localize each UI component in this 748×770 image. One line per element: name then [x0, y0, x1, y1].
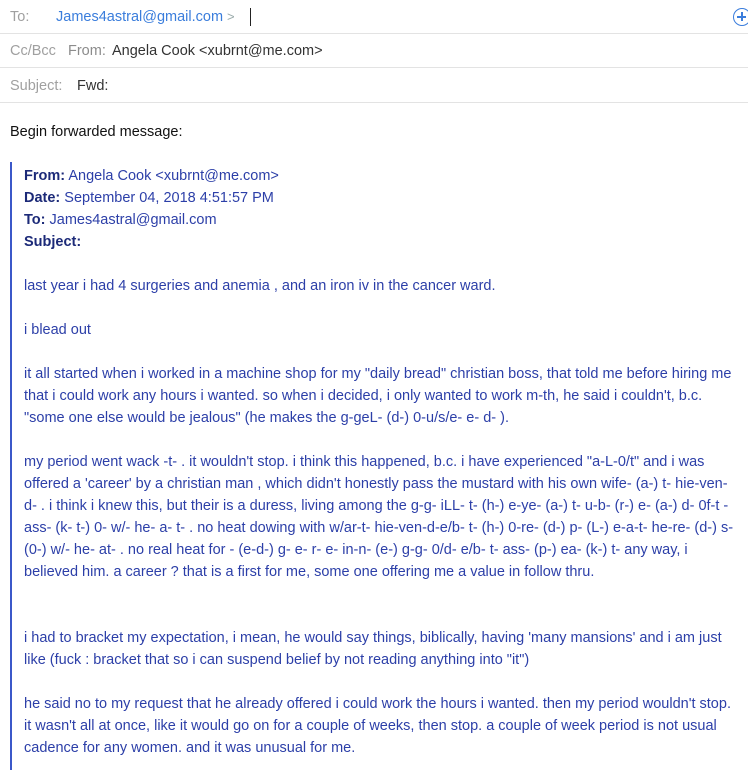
to-label: To:	[10, 9, 30, 25]
fwd-to-value[interactable]: James4astral@gmail.com	[49, 212, 217, 228]
recipient-email: James4astral@gmail.com	[56, 9, 224, 25]
body-paragraph: my period went wack -t- . it wouldn't stop. i think this happened, b.c. i have experienced "a-L-0/t" and i was offered a 'career' by a christian man , which didn't honestly pass the mustard with his own wife- (a-) t- hie-ven-d- . i think i knew this, but their is a duress, living among the g-g- iLL- t- (h-) e-ye- (a-) t- u-b- (r-) e- (a-) d- 0f-t -ass- (k- t-) 0- w/- he- a- t- . no heat dowing with w/ar-t- hie-ven-d-e/b- t- (h-) 0-re- (d-) p- (L-) e-a-t- he-re- (d-) s- (0-) w/- he- at- . no real heat for - (e-d-) g- e- r- e- in-n- (e-) g-g- 0/d- e/b- t- ass- (p-) ea- (k-) t- any way, i believed him. a career ? that is a first for me, some one offering me a value in follow thru.	[24, 454, 734, 580]
fwd-date-key: Date:	[24, 190, 61, 206]
forwarded-headers	[24, 165, 279, 253]
forward-intro: Begin forwarded message:	[10, 124, 183, 140]
chevron-right-icon: >	[227, 9, 235, 24]
to-row	[0, 0, 748, 34]
subject-input[interactable]: Fwd:	[77, 78, 109, 94]
recipient-token[interactable]	[56, 9, 235, 25]
body-paragraph: i had to bracket my expectation, i mean, he would say things, biblically, having 'many mansions' and i am just like (fuck : bracket that so i can suspend belief by not reading anything into "it")	[24, 630, 722, 668]
subject-row[interactable]	[0, 69, 748, 103]
text-cursor	[250, 8, 251, 26]
fwd-to-key: To:	[24, 212, 46, 228]
body-paragraph: he said no to my request that he already offered i could work the hours i wanted. then my period wouldn't stop. it wasn't all at once, like it would go on for a couple of weeks, then stop. a couple of week period is not usual cadence for any women. and it was unusual for me.	[24, 696, 731, 756]
fwd-from-key: From:	[24, 168, 66, 184]
cc-bcc-label[interactable]: Cc/Bcc	[10, 43, 56, 59]
fwd-from-value: Angela Cook <xubrnt@me.com>	[68, 168, 279, 184]
cc-from-row[interactable]	[0, 34, 748, 68]
fwd-date-value: September 04, 2018 4:51:57 PM	[64, 190, 274, 206]
body-paragraph: it all started when i worked in a machine shop for my "daily bread" christian boss, that told me before hiring me that i could work any hours i wanted. so when i decided, i only wanted to work m-th, he said i couldn't, b.c. "some one else would be jealous" (he makes the g-geL- (d-) 0-u/s/e- e- d- ).	[24, 366, 732, 426]
add-recipient-button[interactable]	[733, 8, 748, 26]
from-value[interactable]: Angela Cook <xubrnt@me.com>	[112, 43, 323, 59]
from-label: From:	[68, 43, 106, 59]
subject-label: Subject:	[10, 78, 63, 94]
body-paragraph: i blead out	[24, 322, 91, 338]
quote-bar	[10, 162, 12, 770]
fwd-subject-key: Subject:	[24, 234, 82, 250]
body-paragraph: last year i had 4 surgeries and anemia , and an iron iv in the cancer ward.	[24, 278, 496, 294]
